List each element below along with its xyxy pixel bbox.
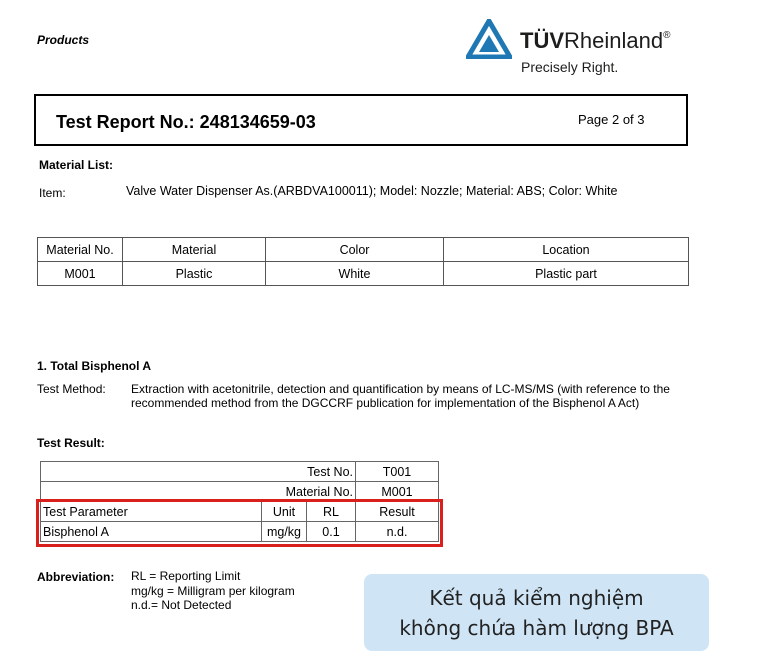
- header-unit: Unit: [262, 502, 307, 522]
- tuv-logo-icon: [466, 19, 512, 64]
- page-number: Page 2 of 3: [578, 112, 645, 127]
- test-method-value: Extraction with acetonitrile, detection and quantification by means of LC-MS/MS (with reference to the recommended method from the DGCCRF publication for implementation of the Bisphenol A Act): [131, 382, 670, 410]
- material-no-value: M001: [356, 482, 439, 502]
- brand-rest: Rheinland: [564, 28, 664, 53]
- material-table-header: [38, 238, 689, 262]
- section-title: 1. Total Bisphenol A: [37, 359, 152, 373]
- callout-line-2: không chứa hàm lượng BPA: [399, 616, 674, 640]
- highlight-box: [36, 499, 443, 547]
- abbreviation-label: Abbreviation:: [37, 570, 115, 584]
- products-label: Products: [37, 33, 90, 47]
- abbreviation-list: [131, 569, 295, 613]
- cell-rl: 0.1: [307, 522, 356, 542]
- cell-parameter: Bisphenol A: [41, 522, 262, 542]
- table-row: [38, 262, 689, 286]
- col-material: Material: [123, 238, 266, 262]
- callout-box: [364, 574, 709, 651]
- report-title: Test Report No.: 248134659-03: [56, 112, 316, 132]
- item-value: Valve Water Dispenser As.(ARBDVA100011); Model: Nozzle; Material: ABS; Color: White: [126, 184, 618, 198]
- test-no-value: T001: [356, 462, 439, 482]
- abbreviation-item: mg/kg = Milligram per kilogram: [131, 583, 295, 598]
- material-no-label: Material No.: [41, 482, 356, 502]
- col-material-no: Material No.: [38, 238, 123, 262]
- brand-bold: TÜV: [520, 28, 564, 53]
- brand-tagline: Precisely Right.: [521, 59, 619, 75]
- cell-color: White: [266, 262, 444, 286]
- material-table: [37, 237, 689, 286]
- material-list-heading: Material List:: [39, 158, 114, 172]
- test-no-label: Test No.: [41, 462, 356, 482]
- cell-material: Plastic: [123, 262, 266, 286]
- header-result: Result: [356, 502, 439, 522]
- cell-unit: mg/kg: [262, 522, 307, 542]
- callout-line-1: Kết quả kiểm nghiệm: [429, 586, 644, 610]
- abbreviation-item: n.d.= Not Detected: [131, 598, 232, 612]
- col-color: Color: [266, 238, 444, 262]
- test-method-label: Test Method:: [37, 382, 106, 396]
- header-test-parameter: Test Parameter: [41, 502, 262, 522]
- cell-result: n.d.: [356, 522, 439, 542]
- brand-name: [520, 28, 670, 54]
- table-row: [41, 462, 439, 482]
- cell-location: Plastic part: [444, 262, 689, 286]
- test-result-label: Test Result:: [37, 436, 105, 450]
- item-label: Item:: [39, 186, 66, 200]
- abbreviation-item: RL = Reporting Limit: [131, 569, 241, 583]
- col-location: Location: [444, 238, 689, 262]
- cell-material-no: M001: [38, 262, 123, 286]
- brand-registered: ®: [663, 30, 671, 41]
- header-rl: RL: [307, 502, 356, 522]
